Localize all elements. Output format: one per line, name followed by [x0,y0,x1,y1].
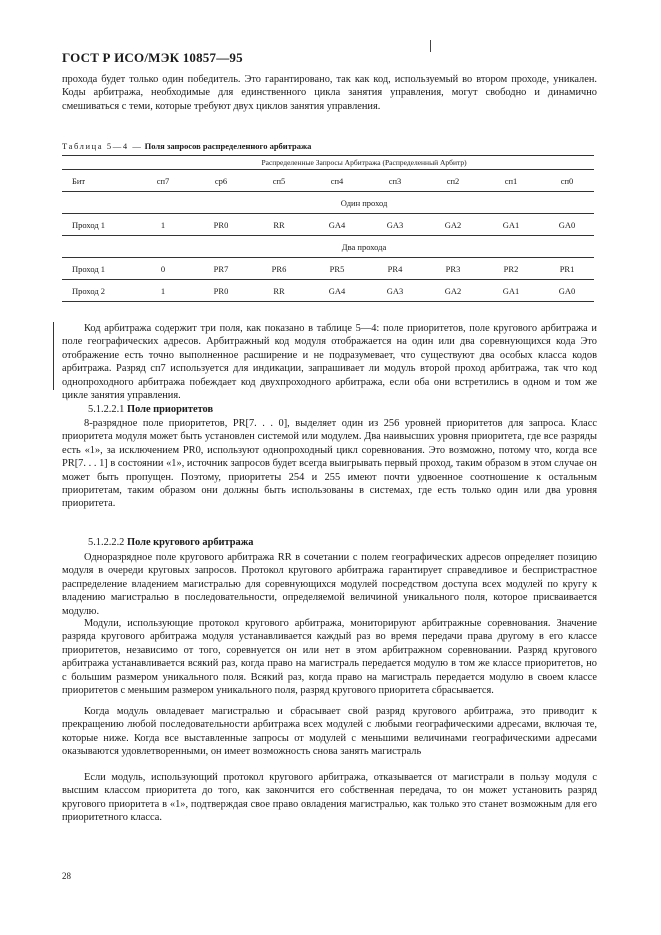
table-header-cell: сп5 [250,170,308,192]
table-cell: PR0 [192,280,250,302]
table-cell: GA3 [366,214,424,236]
table-group-header-row [62,156,594,170]
paragraph-intro: прохода будет только один победитель. Это гарантировано, так как код, используемый во втором проходе, уникален. Коды арбитража, необходимые для единственного цикла занятия управления, могут свободно и динамично смешиваться с теми, которые требуют двух циклов занятия управления. [62,74,597,112]
section-number: 5.1.2.2.1 [88,404,125,415]
table-header-cell: ср6 [192,170,250,192]
table-cell: Проход 1 [62,214,134,236]
table-header-cell: сп4 [308,170,366,192]
table-header-cell: сп1 [482,170,540,192]
paragraph-round-robin-monitor: Модули, использующие протокол кругового арбитража, мониторируют арбитражные соревнования. Значение разряда кругового арбитража модуля устанавливается каждый раз во время передачи права другому в его классе приоритетов, независимо от того, соревнуется он или нет в этом арбитражном соревновании. Разряд кругового арбитража устанавливается всякий раз, когда право на магистраль передается модулю в том же классе приоритетов, но с большим размером уникального поля. Всякий раз, когда право на магистраль передается модулю в своем классе приоритетов с меньшим размером уникального поля, разряд кругового приоритета сбрасывается. [62,618,597,697]
table-row [62,214,594,236]
arbitration-table [62,155,594,302]
page-number: 28 [62,871,71,881]
table-cell: PR0 [192,214,250,236]
table-section-one-pass: Один проход [134,192,594,214]
table-header-cell: сп3 [366,170,424,192]
section-heading-priority [88,404,213,415]
table-cell: 1 [134,280,192,302]
table-caption [62,141,311,151]
table-header-cell: сп2 [424,170,482,192]
paragraph-round-robin-field: Одноразрядное поле кругового арбитража RR в сочетании с полем географических адресов определяет позицию модуля в очереди круговых запросов. Протокол кругового арбитража гарантирует справедливое и беспристрастное распределение владением магистралью для соревнующихся модулей посредством доступа всех модулей по кругу к владению магистралью в последовательности, определяемой величиной уникального поля, которое присваивается модулю. [62,552,597,617]
table-cell: PR5 [308,258,366,280]
table-cell: Проход 1 [62,258,134,280]
table-cell: GA0 [540,280,594,302]
table-caption-number: Таблица 5—4 — [62,141,143,151]
table-cell: GA1 [482,280,540,302]
document-header: ГОСТ Р ИСО/МЭК 10857—95 [62,50,243,65]
table-cell: PR4 [366,258,424,280]
table-caption-title: Поля запросов распределенного арбитража [144,141,312,151]
table-cell: GA2 [424,280,482,302]
table-cell: PR3 [424,258,482,280]
margin-mark [430,40,431,52]
table-cell: RR [250,214,308,236]
section-heading-round-robin [88,537,253,548]
table-group-header: Распределенные Запросы Арбитража (Распределенный Арбитр) [134,156,594,170]
table-header-row [62,170,594,192]
paragraph-arbitration-code: Код арбитража содержит три поля, как показано в таблице 5—4: поле приоритетов, поле кругового арбитража и поле географических адресов. Арбитражный код модуля отображается на один или два соревнующихся кода Это отображение есть точно выполненное расширение и не подразумевает, что существуют два особых класса кодов арбитража. Разряд сп7 используется для индикации, запрашивает ли модуль второй проход арбитража, так что код однопроходного арбитража побеждает код двухпроходного арбитража, если оба они встретились в одном и том же цикле занятия управления. [62,323,597,402]
table-cell: 1 [134,214,192,236]
table-section-two-pass: Два прохода [134,236,594,258]
change-bar [53,322,54,390]
table-header-cell: сп0 [540,170,594,192]
section-title: Поле кругового арбитража [126,537,254,548]
table-cell: RR [250,280,308,302]
table-cell: 0 [134,258,192,280]
table-cell: Проход 2 [62,280,134,302]
paragraph-round-robin-release: Если модуль, использующий протокол кругового арбитража, отказывается от магистрали в пользу модуля с высшим классом приоритета до того, как закончится его собственная передача, то он может установить разряд кругового приоритета в «1», подтверждая свое право овладения магистралью, как только это станет возможным для его приоритетного класса. [62,772,597,824]
section-title: Поле приоритетов [126,404,214,415]
paragraph-priority-field: 8-разрядное поле приоритетов, PR[7. . . 0], выделяет один из 256 уровней приоритетов для запроса. Класс приоритета модуля может быть установлен системой или модулем. Два наивысших уровня приоритета, где все разряды есть «1», за исключением PR0, используют однопроходный цикл соревнования. Это возможно, потому что, когда все PR[7. . . 1] в состоянии «1», источник запросов будет всегда выигрывать первый проход, таким образом в этом случае он может быть пропущен. Поэтому, приоритеты 254 и 255 имеют почти удвоенное соотношение к остальным приоритетам, таким образом они должны быть использованы в системах, где есть только один или два уровня приоритета. [62,418,597,510]
table-cell: GA4 [308,280,366,302]
table-cell: PR6 [250,258,308,280]
table-cell: GA2 [424,214,482,236]
table-row [62,280,594,302]
table-row [62,258,594,280]
table-cell: PR2 [482,258,540,280]
table-header-cell: сп7 [134,170,192,192]
table-section-row [62,192,594,214]
table-section-row [62,236,594,258]
table-cell: PR7 [192,258,250,280]
table-header-cell: Бит [62,170,134,192]
table-cell: GA1 [482,214,540,236]
section-number: 5.1.2.2.2 [88,537,125,548]
table-cell: GA3 [366,280,424,302]
table-cell: GA0 [540,214,594,236]
table-cell: GA4 [308,214,366,236]
paragraph-round-robin-reset: Когда модуль овладевает магистралью и сбрасывает свой разряд кругового арбитража, это приводит к прекращению любой последовательности арбитража всех модулей с любыми географическими адресами, включая те, которые ниже. Когда все выставленные запросы от модулей с меньшими величинами географическими адресами оказываются удовлетворенными, он имеет возможность снова занять магистраль [62,706,597,758]
table-cell: PR1 [540,258,594,280]
